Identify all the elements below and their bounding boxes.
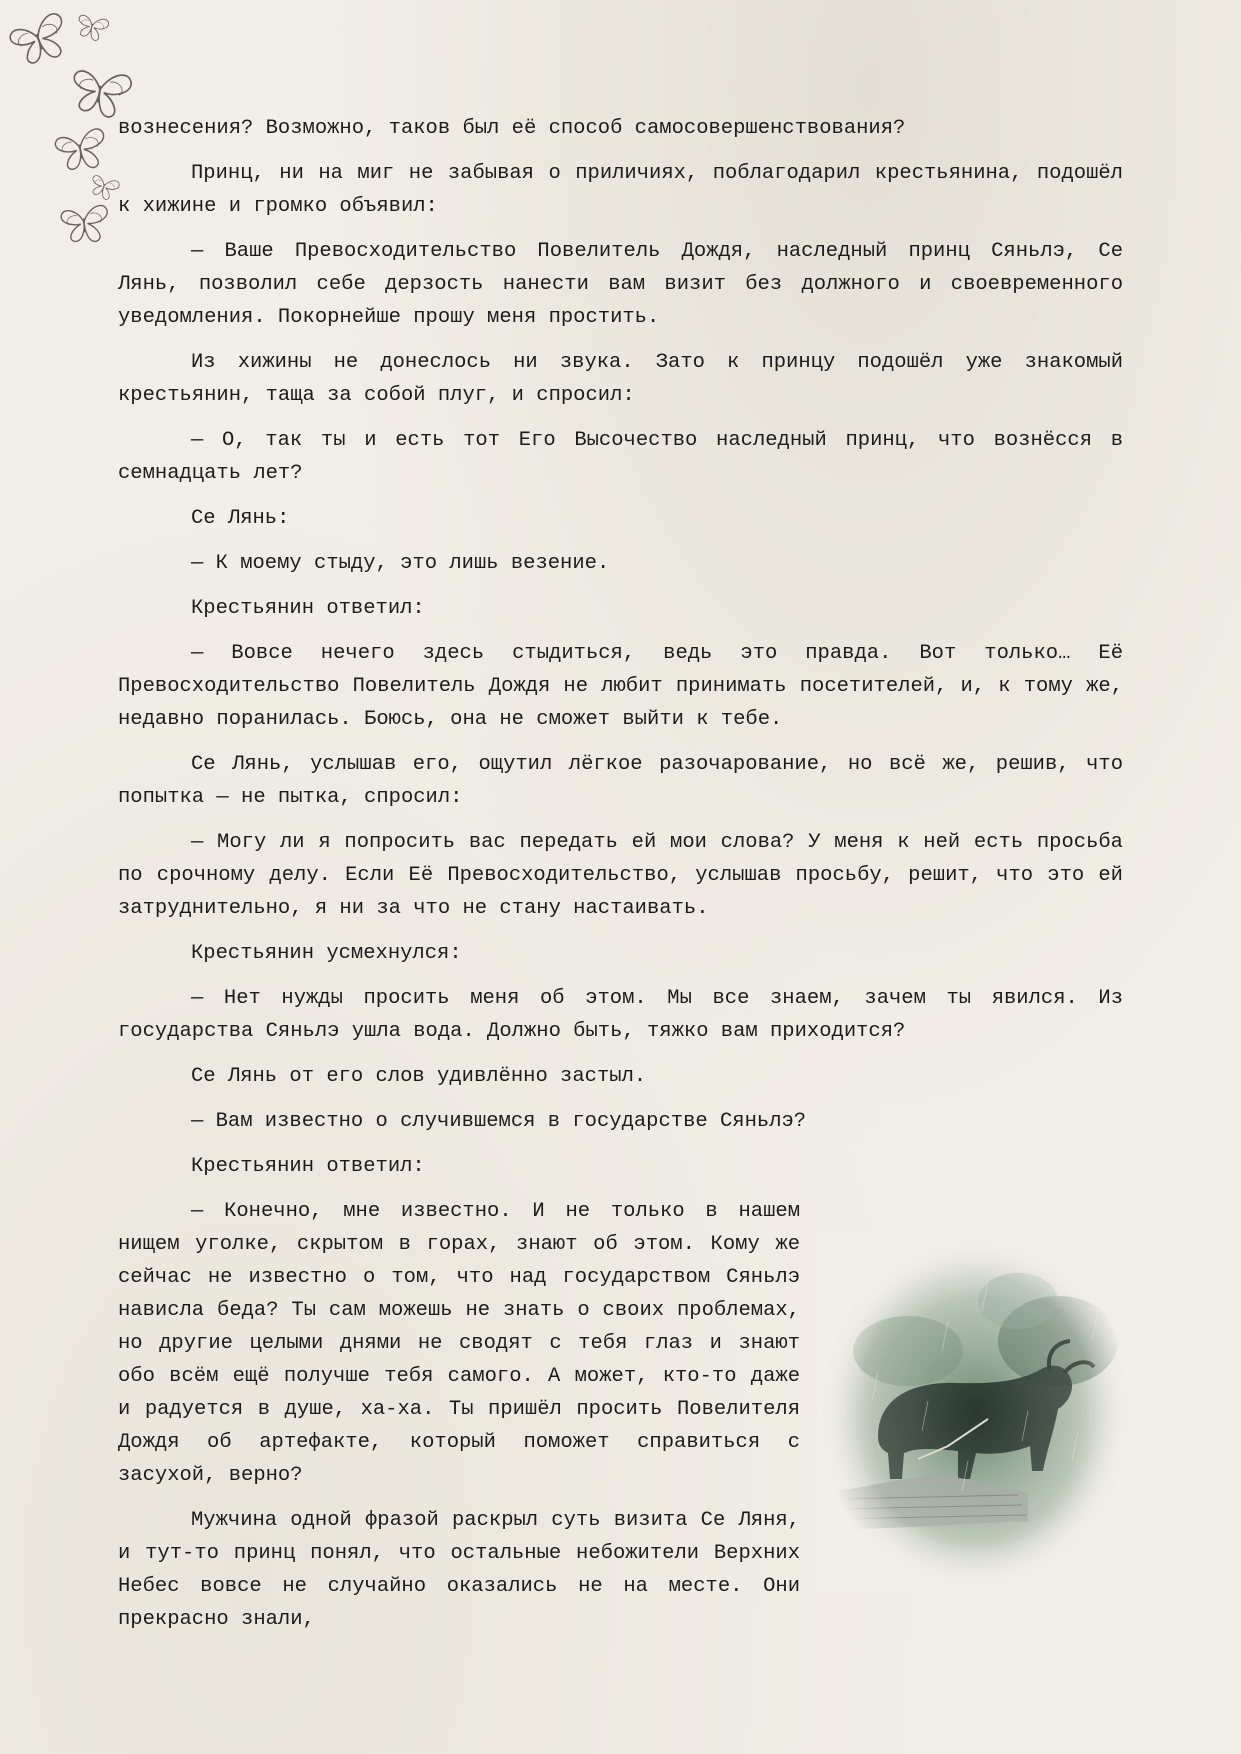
paragraph: Се Лянь, услышав его, ощутил лёгкое разочарование, но всё же, решив, что попытка — не пытка, спросил: (118, 753, 1123, 809)
paragraph: Из хижины не донеслось ни звука. Зато к принцу подошёл уже знакомый крестьянин, таща за собой плуг, и спросил: (118, 351, 1123, 407)
buffalo-illustration (818, 1231, 1133, 1591)
butterfly-icon (88, 173, 121, 202)
butterfly-icon (7, 12, 72, 70)
dialogue-paragraph: — Ваше Превосходительство Повелитель Дождя, наследный принц Сяньлэ, Се Лянь, позволил себе дерзость нанести вам визит без должного и своевременного уведомления. Покорнейше прошу меня простить. (118, 240, 1123, 329)
paragraph: вознесения? Возможно, таков был её способ самосовершенствования? (118, 117, 906, 140)
paragraph: Се Лянь от его слов удивлённо застыл. (191, 1065, 647, 1088)
dialogue-paragraph: — О, так ты и есть тот Его Высочество наследный принц, что вознёсся в семнадцать лет? (118, 429, 1123, 485)
butterfly-icon (60, 205, 109, 244)
dialogue-paragraph: — Могу ли я попросить вас передать ей мои слова? У меня к ней есть просьба по срочному делу. Если Её Превосходительство, услышав просьбу, решит, что это ей затруднительно, я ни за что не стану настаивать. (118, 831, 1123, 920)
paragraph: Крестьянин усмехнулся: (191, 942, 462, 965)
butterfly-icon (54, 128, 109, 174)
dialogue-paragraph: — Нет нужды просить меня об этом. Мы все знаем, зачем ты явился. Из государства Сяньлэ ушла вода. Должно быть, тяжко вам приходится? (118, 987, 1123, 1043)
dialogue-paragraph: — Конечно, мне известно. И не только в нашем нищем уголке, скрытом в горах, знают об этом. Кому же сейчас не известно о том, что над государством Сяньлэ нависла беда? Ты сам можешь не знать о своих проблемах, но другие целыми днями не сводят с тебя глаз и знают обо всём ещё получше тебя самого. А может, кто-то даже и радуется в душе, ха-ха. Ты пришёл просить Повелителя Дождя об артефакте, который поможет справиться с засухой, верно? (118, 1200, 800, 1487)
paragraph: Се Лянь: (191, 507, 290, 530)
paragraph: Принц, ни на миг не забывая о приличиях, поблагодарил крестьянина, подошёл к хижине и громко объявил: (118, 162, 1123, 218)
dialogue-paragraph: — К моему стыду, это лишь везение. (191, 552, 610, 575)
text-column (118, 112, 1123, 1648)
paragraph: Мужчина одной фразой раскрыл суть визита Се Ляня, и тут-то принц понял, что остальные небожители Верхних Небес вовсе не случайно оказались не на месте. Они прекрасно знали, (118, 1509, 800, 1631)
paragraph: Крестьянин ответил: (191, 1155, 425, 1178)
paragraph: Крестьянин ответил: (191, 597, 425, 620)
butterfly-icon (75, 13, 110, 43)
dialogue-paragraph: — Вам известно о случившемся в государстве Сяньлэ? (191, 1110, 807, 1133)
dialogue-paragraph: — Вовсе нечего здесь стыдиться, ведь это правда. Вот только… Её Превосходительство Повелитель Дождя не любит принимать посетителей, и, к тому же, недавно поранилась. Боюсь, она не сможет выйти к тебе. (118, 642, 1123, 731)
